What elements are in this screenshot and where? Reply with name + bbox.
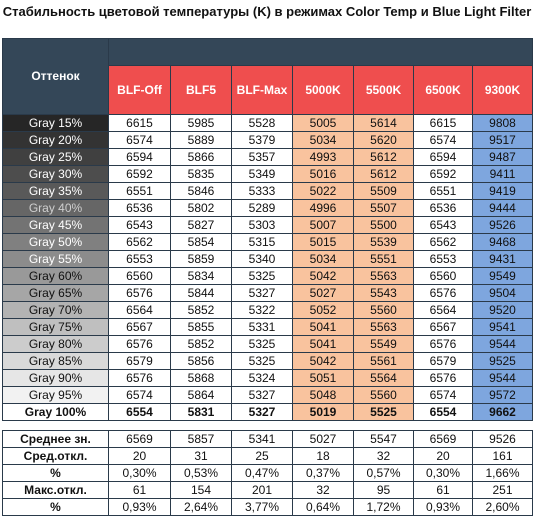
row-label: Gray 60% bbox=[3, 268, 109, 285]
spacer-cell bbox=[354, 421, 414, 431]
value-cell: 5612 bbox=[354, 149, 414, 166]
value-cell: 6551 bbox=[109, 183, 171, 200]
row-label: Gray 15% bbox=[3, 115, 109, 132]
value-cell: 9525 bbox=[473, 353, 533, 370]
stats-cell: 161 bbox=[473, 448, 533, 465]
value-cell: 6574 bbox=[109, 387, 171, 404]
value-cell: 6576 bbox=[414, 336, 473, 353]
value-cell: 6592 bbox=[414, 166, 473, 183]
value-cell: 9411 bbox=[473, 166, 533, 183]
stats-cell: 6569 bbox=[414, 431, 473, 448]
value-cell: 5614 bbox=[354, 115, 414, 132]
value-cell: 5042 bbox=[293, 268, 354, 285]
value-cell: 5052 bbox=[293, 302, 354, 319]
table-row bbox=[3, 115, 533, 132]
value-cell: 5563 bbox=[354, 268, 414, 285]
stats-cell: 0,53% bbox=[171, 465, 232, 482]
column-header: BLF-Off bbox=[109, 66, 171, 115]
value-cell: 6576 bbox=[109, 336, 171, 353]
value-cell: 9808 bbox=[473, 115, 533, 132]
stats-cell: 3,77% bbox=[232, 499, 293, 516]
table-row bbox=[3, 132, 533, 149]
value-cell: 5864 bbox=[171, 387, 232, 404]
table-row bbox=[3, 183, 533, 200]
value-cell: 9431 bbox=[473, 251, 533, 268]
table-row bbox=[3, 302, 533, 319]
value-cell: 5834 bbox=[171, 268, 232, 285]
value-cell: 5551 bbox=[354, 251, 414, 268]
value-cell: 4996 bbox=[293, 200, 354, 217]
value-cell: 5620 bbox=[354, 132, 414, 149]
column-header: BLF5 bbox=[171, 66, 232, 115]
value-cell: 6574 bbox=[109, 132, 171, 149]
table-row bbox=[3, 404, 533, 421]
value-cell: 5509 bbox=[354, 183, 414, 200]
spacer-cell bbox=[473, 421, 533, 431]
value-cell: 5322 bbox=[232, 302, 293, 319]
row-label: Gray 70% bbox=[3, 302, 109, 319]
value-cell: 5528 bbox=[232, 115, 293, 132]
stats-cell: 201 bbox=[232, 482, 293, 499]
row-header: Оттенок bbox=[3, 39, 109, 115]
spacer-cell bbox=[3, 421, 109, 431]
value-cell: 6576 bbox=[414, 370, 473, 387]
stats-cell: 0,93% bbox=[414, 499, 473, 516]
row-label: Gray 40% bbox=[3, 200, 109, 217]
stats-label: % bbox=[3, 499, 109, 516]
value-cell: 9526 bbox=[473, 217, 533, 234]
stats-label: Среднее зн. bbox=[3, 431, 109, 448]
table-row bbox=[3, 166, 533, 183]
spacer-cell bbox=[414, 421, 473, 431]
value-cell: 6615 bbox=[414, 115, 473, 132]
stats-cell: 5547 bbox=[354, 431, 414, 448]
stats-row bbox=[3, 499, 533, 516]
stats-row bbox=[3, 465, 533, 482]
row-label: Gray 95% bbox=[3, 387, 109, 404]
spacer-cell bbox=[171, 421, 232, 431]
value-cell: 6562 bbox=[414, 234, 473, 251]
stats-cell: 0,64% bbox=[293, 499, 354, 516]
value-cell: 6576 bbox=[414, 285, 473, 302]
value-cell: 6564 bbox=[414, 302, 473, 319]
value-cell: 9468 bbox=[473, 234, 533, 251]
value-cell: 4993 bbox=[293, 149, 354, 166]
value-cell: 9504 bbox=[473, 285, 533, 302]
stats-cell: 5027 bbox=[293, 431, 354, 448]
stats-cell: 154 bbox=[171, 482, 232, 499]
stats-cell: 18 bbox=[293, 448, 354, 465]
value-cell: 5564 bbox=[354, 370, 414, 387]
table-row bbox=[3, 234, 533, 251]
value-cell: 5016 bbox=[293, 166, 354, 183]
spacer-cell bbox=[293, 421, 354, 431]
value-cell: 5005 bbox=[293, 115, 354, 132]
value-cell: 6594 bbox=[109, 149, 171, 166]
value-cell: 5015 bbox=[293, 234, 354, 251]
value-cell: 5357 bbox=[232, 149, 293, 166]
spacer-cell bbox=[109, 421, 171, 431]
value-cell: 5333 bbox=[232, 183, 293, 200]
row-label: Gray 65% bbox=[3, 285, 109, 302]
value-cell: 5007 bbox=[293, 217, 354, 234]
value-cell: 5051 bbox=[293, 370, 354, 387]
stats-cell: 0,30% bbox=[414, 465, 473, 482]
row-label: Gray 30% bbox=[3, 166, 109, 183]
value-cell: 6579 bbox=[109, 353, 171, 370]
value-cell: 6551 bbox=[414, 183, 473, 200]
table-row bbox=[3, 319, 533, 336]
value-cell: 5022 bbox=[293, 183, 354, 200]
stats-cell: 1,66% bbox=[473, 465, 533, 482]
stats-row bbox=[3, 448, 533, 465]
value-cell: 5315 bbox=[232, 234, 293, 251]
color-temperature-table bbox=[2, 38, 533, 516]
row-label: Gray 20% bbox=[3, 132, 109, 149]
row-label: Gray 50% bbox=[3, 234, 109, 251]
table-row bbox=[3, 285, 533, 302]
value-cell: 5500 bbox=[354, 217, 414, 234]
value-cell: 5539 bbox=[354, 234, 414, 251]
value-cell: 5034 bbox=[293, 132, 354, 149]
value-cell: 5289 bbox=[232, 200, 293, 217]
chart-title: Стабильность цветовой температуры (K) в режимах Color Temp и Blue Light Filter bbox=[2, 4, 532, 19]
value-cell: 9520 bbox=[473, 302, 533, 319]
value-cell: 6562 bbox=[109, 234, 171, 251]
value-cell: 5543 bbox=[354, 285, 414, 302]
stats-cell: 6569 bbox=[109, 431, 171, 448]
column-header: 9300K bbox=[473, 66, 533, 115]
data-rows bbox=[3, 115, 533, 516]
value-cell: 9662 bbox=[473, 404, 533, 421]
stats-cell: 25 bbox=[232, 448, 293, 465]
value-cell: 5802 bbox=[171, 200, 232, 217]
stats-cell: 20 bbox=[109, 448, 171, 465]
value-cell: 5560 bbox=[354, 302, 414, 319]
row-label: Gray 75% bbox=[3, 319, 109, 336]
value-cell: 5325 bbox=[232, 268, 293, 285]
column-header: 6500K bbox=[414, 66, 473, 115]
value-cell: 6554 bbox=[414, 404, 473, 421]
value-cell: 9541 bbox=[473, 319, 533, 336]
stats-label: Сред.откл. bbox=[3, 448, 109, 465]
value-cell: 6560 bbox=[414, 268, 473, 285]
stats-cell: 0,37% bbox=[293, 465, 354, 482]
value-cell: 6564 bbox=[109, 302, 171, 319]
value-cell: 5327 bbox=[232, 285, 293, 302]
value-cell: 6576 bbox=[109, 285, 171, 302]
value-cell: 5852 bbox=[171, 302, 232, 319]
row-label: Gray 90% bbox=[3, 370, 109, 387]
value-cell: 5041 bbox=[293, 336, 354, 353]
value-cell: 5612 bbox=[354, 166, 414, 183]
stats-cell: 0,30% bbox=[109, 465, 171, 482]
table-row bbox=[3, 217, 533, 234]
value-cell: 5340 bbox=[232, 251, 293, 268]
column-header: 5000K bbox=[293, 66, 354, 115]
stats-cell: 2,64% bbox=[171, 499, 232, 516]
stats-cell: 32 bbox=[293, 482, 354, 499]
stats-row bbox=[3, 431, 533, 448]
value-cell: 9487 bbox=[473, 149, 533, 166]
value-cell: 5549 bbox=[354, 336, 414, 353]
row-label: Gray 25% bbox=[3, 149, 109, 166]
stats-label: % bbox=[3, 465, 109, 482]
value-cell: 5034 bbox=[293, 251, 354, 268]
value-cell: 6543 bbox=[414, 217, 473, 234]
header-band bbox=[109, 39, 533, 66]
value-cell: 6592 bbox=[109, 166, 171, 183]
stats-cell: 9526 bbox=[473, 431, 533, 448]
column-header: 5500K bbox=[354, 66, 414, 115]
value-cell: 5856 bbox=[171, 353, 232, 370]
table-row bbox=[3, 251, 533, 268]
value-cell: 6553 bbox=[109, 251, 171, 268]
table-row bbox=[3, 268, 533, 285]
value-cell: 5846 bbox=[171, 183, 232, 200]
stats-cell: 31 bbox=[171, 448, 232, 465]
value-cell: 5027 bbox=[293, 285, 354, 302]
stats-cell: 20 bbox=[414, 448, 473, 465]
table-row bbox=[3, 370, 533, 387]
value-cell: 6574 bbox=[414, 132, 473, 149]
value-cell: 5563 bbox=[354, 319, 414, 336]
value-cell: 5854 bbox=[171, 234, 232, 251]
value-cell: 6543 bbox=[109, 217, 171, 234]
value-cell: 5041 bbox=[293, 319, 354, 336]
value-cell: 5525 bbox=[354, 404, 414, 421]
value-cell: 5844 bbox=[171, 285, 232, 302]
row-label: Gray 100% bbox=[3, 404, 109, 421]
value-cell: 5019 bbox=[293, 404, 354, 421]
stats-cell: 2,60% bbox=[473, 499, 533, 516]
value-cell: 5889 bbox=[171, 132, 232, 149]
stats-cell: 61 bbox=[414, 482, 473, 499]
stats-cell: 0,93% bbox=[109, 499, 171, 516]
stats-cell: 61 bbox=[109, 482, 171, 499]
value-cell: 6536 bbox=[414, 200, 473, 217]
value-cell: 5324 bbox=[232, 370, 293, 387]
stats-cell: 95 bbox=[354, 482, 414, 499]
stats-cell: 5341 bbox=[232, 431, 293, 448]
row-label: Gray 35% bbox=[3, 183, 109, 200]
row-label: Gray 45% bbox=[3, 217, 109, 234]
stats-cell: 32 bbox=[354, 448, 414, 465]
value-cell: 6594 bbox=[414, 149, 473, 166]
value-cell: 5866 bbox=[171, 149, 232, 166]
table-row bbox=[3, 200, 533, 217]
stats-cell: 251 bbox=[473, 482, 533, 499]
value-cell: 5048 bbox=[293, 387, 354, 404]
value-cell: 9544 bbox=[473, 370, 533, 387]
value-cell: 6554 bbox=[109, 404, 171, 421]
value-cell: 6560 bbox=[109, 268, 171, 285]
value-cell: 9572 bbox=[473, 387, 533, 404]
value-cell: 5042 bbox=[293, 353, 354, 370]
value-cell: 5507 bbox=[354, 200, 414, 217]
value-cell: 6579 bbox=[414, 353, 473, 370]
stats-cell: 1,72% bbox=[354, 499, 414, 516]
value-cell: 5325 bbox=[232, 353, 293, 370]
spacer-row bbox=[3, 421, 533, 431]
value-cell: 5349 bbox=[232, 166, 293, 183]
stats-cell: 5857 bbox=[171, 431, 232, 448]
value-cell: 5852 bbox=[171, 336, 232, 353]
value-cell: 5379 bbox=[232, 132, 293, 149]
value-cell: 5868 bbox=[171, 370, 232, 387]
stats-cell: 0,57% bbox=[354, 465, 414, 482]
row-label: Gray 55% bbox=[3, 251, 109, 268]
value-cell: 5331 bbox=[232, 319, 293, 336]
value-cell: 5561 bbox=[354, 353, 414, 370]
value-cell: 9419 bbox=[473, 183, 533, 200]
value-cell: 6574 bbox=[414, 387, 473, 404]
value-cell: 6576 bbox=[109, 370, 171, 387]
value-cell: 5835 bbox=[171, 166, 232, 183]
stats-label: Макс.откл. bbox=[3, 482, 109, 499]
value-cell: 5827 bbox=[171, 217, 232, 234]
table-row bbox=[3, 387, 533, 404]
value-cell: 5303 bbox=[232, 217, 293, 234]
value-cell: 5831 bbox=[171, 404, 232, 421]
value-cell: 9544 bbox=[473, 336, 533, 353]
value-cell: 9549 bbox=[473, 268, 533, 285]
value-cell: 9444 bbox=[473, 200, 533, 217]
value-cell: 5325 bbox=[232, 336, 293, 353]
stats-cell: 0,47% bbox=[232, 465, 293, 482]
value-cell: 5985 bbox=[171, 115, 232, 132]
value-cell: 6553 bbox=[414, 251, 473, 268]
stats-row bbox=[3, 482, 533, 499]
value-cell: 5327 bbox=[232, 404, 293, 421]
value-cell: 6536 bbox=[109, 200, 171, 217]
value-cell: 9517 bbox=[473, 132, 533, 149]
spacer-cell bbox=[232, 421, 293, 431]
value-cell: 6567 bbox=[109, 319, 171, 336]
value-cell: 6615 bbox=[109, 115, 171, 132]
value-cell: 6567 bbox=[414, 319, 473, 336]
row-label: Gray 85% bbox=[3, 353, 109, 370]
column-header: BLF-Max bbox=[232, 66, 293, 115]
table-row bbox=[3, 336, 533, 353]
table-row bbox=[3, 149, 533, 166]
value-cell: 5560 bbox=[354, 387, 414, 404]
row-label: Gray 80% bbox=[3, 336, 109, 353]
value-cell: 5855 bbox=[171, 319, 232, 336]
value-cell: 5859 bbox=[171, 251, 232, 268]
value-cell: 5327 bbox=[232, 387, 293, 404]
table-row bbox=[3, 353, 533, 370]
